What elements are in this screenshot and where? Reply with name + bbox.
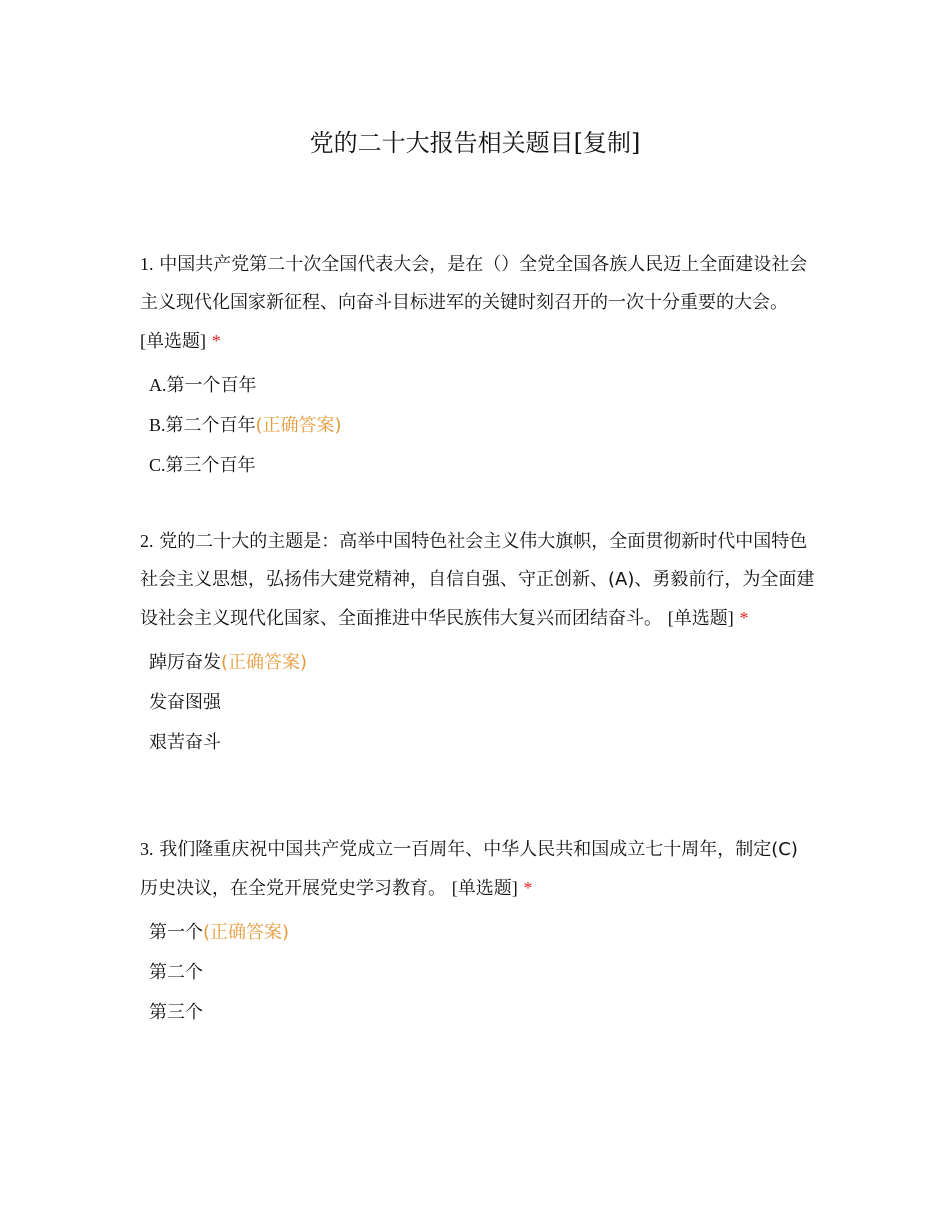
option-b[interactable]	[149, 405, 815, 445]
option-text: 第二个	[149, 962, 203, 983]
options-list	[140, 365, 815, 485]
option-text: 第二个百年	[165, 415, 256, 436]
options-list	[140, 642, 815, 762]
question-1	[140, 245, 815, 485]
correct-answer-mark: (正确答案)	[221, 652, 308, 673]
option-text: 第三个	[149, 1002, 203, 1023]
option-1[interactable]	[149, 912, 815, 952]
option-2[interactable]	[149, 682, 815, 722]
option-a[interactable]	[149, 365, 815, 405]
option-text: 第一个百年	[166, 375, 257, 396]
option-text: 发奋图强	[149, 692, 221, 713]
question-text	[140, 522, 815, 638]
question-type-label: [单选题]	[667, 608, 734, 628]
option-c[interactable]	[149, 445, 815, 485]
options-list	[140, 912, 815, 1032]
page-title: 党的二十大报告相关题目[复制]	[309, 129, 641, 158]
question-number: 1.	[140, 254, 154, 274]
required-mark: *	[211, 331, 221, 351]
option-text: 第一个	[149, 922, 203, 943]
question-number: 3.	[140, 839, 154, 859]
option-text: 艰苦奋斗	[149, 732, 221, 753]
option-3[interactable]	[149, 722, 815, 762]
question-text	[140, 245, 815, 361]
question-3	[140, 830, 815, 1032]
required-mark: *	[523, 878, 533, 898]
question-number: 2.	[140, 531, 154, 551]
option-2[interactable]	[149, 952, 815, 992]
option-letter: A.	[149, 375, 167, 395]
option-letter: B.	[149, 415, 166, 435]
option-3[interactable]	[149, 992, 815, 1032]
required-mark: *	[739, 608, 749, 628]
option-1[interactable]	[149, 642, 815, 682]
option-letter: C.	[149, 455, 166, 475]
question-type-label: [单选题]	[451, 878, 518, 898]
question-stem: 中国共产党第二十次全国代表大会，是在（）全党全国各族人民迈上全面建设社会主义现代化国家新征程、向奋斗目标进军的关键时刻召开的一次十分重要的大会。	[140, 254, 808, 313]
question-type-label: [单选题]	[140, 331, 206, 351]
question-text	[140, 830, 815, 908]
question-stem: 党的二十大的主题是：高举中国特色社会主义伟大旗帜，全面贯彻新时代中国特色社会主义思想，弘扬伟大建党精神，自信自强、守正创新、(A)、勇毅前行，为全面建设社会主义现代化国家、全面推进中华民族伟大复兴而团结奋斗。	[140, 531, 815, 629]
correct-answer-mark: (正确答案)	[255, 415, 342, 436]
question-stem: 我们隆重庆祝中国共产党成立一百周年、中华人民共和国成立七十周年，制定(C)历史决议，在全党开展党史学习教育。	[140, 839, 798, 899]
question-2	[140, 522, 815, 762]
option-text: 踔厉奋发	[149, 652, 221, 673]
correct-answer-mark: (正确答案)	[203, 922, 290, 943]
option-text: 第三个百年	[165, 455, 256, 476]
